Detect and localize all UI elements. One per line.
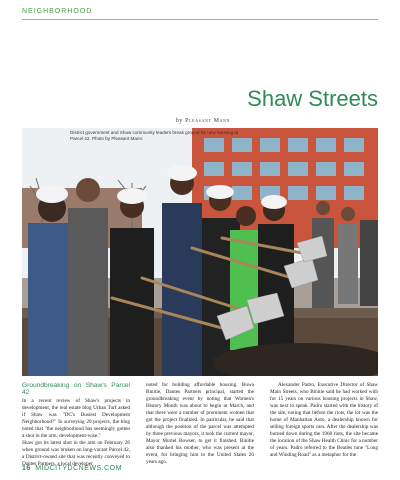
section-divider <box>22 19 378 20</box>
article-subhead: Groundbreaking on Shaw's Parcel 42 <box>22 382 130 396</box>
groundbreaking-photo <box>22 128 378 376</box>
article-column-3 <box>270 382 378 459</box>
page-footer <box>22 465 122 472</box>
photo-illustration <box>22 128 378 376</box>
article-col2-text: noted for building affordable housing. Buwa Binitie, Dantes Partners principal, started the groundbreaking event by noting that Women's History Month was about to begin in March, and that there were a number of prominent women that got the project finalized. In particular, he said that although the position of the parcel was attempted by three previous mayors, it took the current mayor, Mayor Muriel Bowser, to get it finished. Binitie also thanked his mother, who was present at the event, for bringing him to the United States 20 years ago. <box>146 382 254 465</box>
photo-caption: District government and Shaw community leaders break ground for new housing at Parcel 42. Photo by Pleasant Mann. <box>70 130 239 141</box>
byline-prefix: by <box>175 118 184 124</box>
section-header <box>0 0 400 18</box>
article-col1-text: In a recent review of Shaw's projects in development, the real estate blog Urban Turf asked if Shaw was "DC's Busiest Development Neighborhood?" In surveying 20 projects, the blog noted that "the neighborhood has seemingly gotten a shot in the arm, development-wise." Shaw got its latest shot in the arm on February 26 when ground was broken on long-vacant Parcel 42, a District-owned site that was recently conveyed to Dantes Partners, a local developer <box>22 398 130 467</box>
byline <box>176 118 230 124</box>
article-column-1 <box>22 382 130 468</box>
article-col3-text: Alexander Padro, Executive Director of Shaw Main Streets, who Binitie said he had worked with for 15 years on various housing projects in Shaw, was next to speak. Padro started with the history of the site, noting that before the riots, the lot was the home of Manhattan Auto, a dealership known for selling foreign sports cars. After the dealership was burned down during the 1968 riots, the site became the location of the Shaw Health Clinic for a number of years. Padro referred to the Beatles tune "Long and Winding Road" as a metaphor for the <box>270 382 378 458</box>
byline-author: Pleasant Mann <box>185 118 230 124</box>
headline: Shaw Streets <box>247 86 378 111</box>
page-number: 16 <box>22 465 31 472</box>
section-label: NEIGHBORHOOD <box>22 8 93 15</box>
article-column-2 <box>146 382 254 466</box>
site-url: MIDCITYDCNEWS.COM <box>35 465 122 472</box>
